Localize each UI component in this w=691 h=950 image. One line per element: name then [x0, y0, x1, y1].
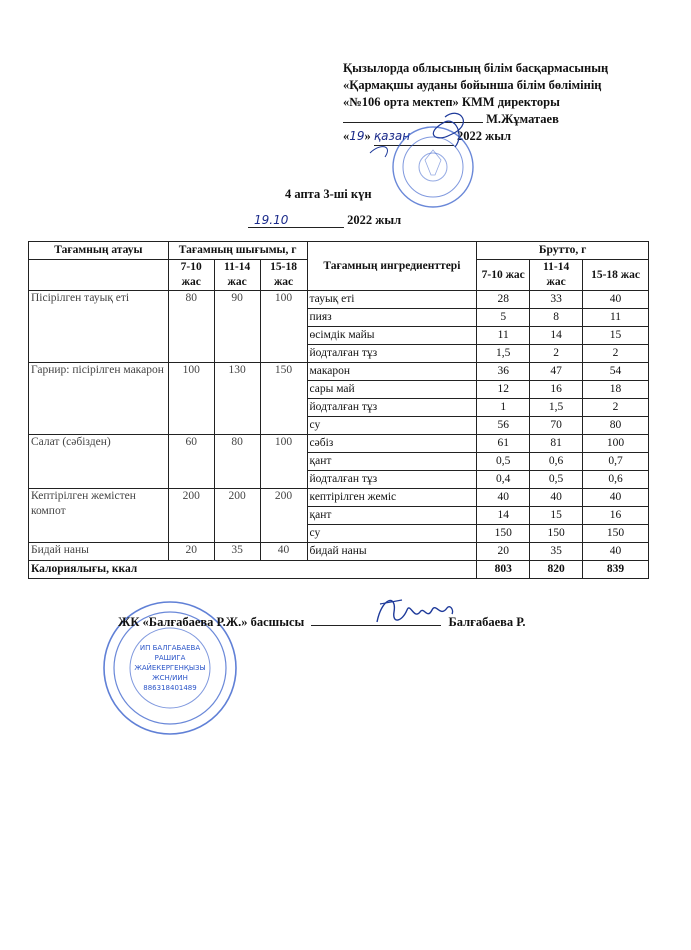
ingredient-gross: 15 [530, 507, 583, 525]
dish-yield: 80 [214, 435, 260, 489]
ingredient-name: пияз [307, 309, 477, 327]
ingredient-gross: 15 [583, 327, 649, 345]
signature-label: ЖК «Балғабаева Р.Ж.» басшысы [118, 615, 305, 629]
handwritten-signature [372, 592, 457, 632]
ingredient-gross: 8 [530, 309, 583, 327]
ingredient-name: йодталған тұз [307, 471, 477, 489]
ingredient-gross: 14 [530, 327, 583, 345]
ingredient-name: кептірілген жеміс [307, 489, 477, 507]
ingredient-gross: 0,4 [477, 471, 530, 489]
header-dish-name: Тағамның атауы [29, 242, 169, 260]
ingredient-gross: 56 [477, 417, 530, 435]
approval-line-1: Қызылорда облысының білім басқармасының [343, 61, 609, 75]
dish-yield: 20 [168, 543, 214, 561]
ingredient-gross: 47 [530, 363, 583, 381]
dish-yield: 40 [260, 543, 307, 561]
ingredient-gross: 0,7 [583, 453, 649, 471]
ingredient-gross: 16 [530, 381, 583, 399]
ingredient-gross: 40 [583, 291, 649, 309]
approval-signer: М.Жұматаев [486, 112, 559, 126]
page-title: 4 апта 3-ші күн [285, 187, 372, 201]
ingredient-name: қант [307, 507, 477, 525]
header-ingredients: Тағамның ингредиенттері [307, 242, 477, 291]
ingredient-gross: 20 [477, 543, 530, 561]
header-yield: Тағамның шығымы, г [168, 242, 307, 260]
ingredient-gross: 35 [530, 543, 583, 561]
menu-date-handwritten: 19.10 [248, 213, 344, 228]
ingredient-name: қант [307, 453, 477, 471]
dish-name: Гарнир: пісірілген макарон [29, 363, 169, 435]
total-value: 839 [583, 561, 649, 579]
total-row [29, 561, 649, 579]
header-gross-age-7-10: 7-10 жас [477, 260, 530, 291]
dish-name: Кептірілген жемістен компот [29, 489, 169, 543]
ingredient-gross: 150 [583, 525, 649, 543]
ingredient-name: бидай наны [307, 543, 477, 561]
ingredient-gross: 0,5 [530, 471, 583, 489]
ingredient-gross: 61 [477, 435, 530, 453]
stamp-line-1: ИП БАЛГАБАЕВА [139, 644, 201, 652]
dish-yield: 200 [260, 489, 307, 543]
ingredient-gross: 150 [477, 525, 530, 543]
ingredient-gross: 2 [583, 345, 649, 363]
ingredient-gross: 0,6 [583, 471, 649, 489]
stamp-line-3: ЖАЙЕКЕРГЕНҚЫЗЫ [134, 664, 206, 672]
ingredient-name: сәбіз [307, 435, 477, 453]
table-row [29, 435, 649, 453]
ingredient-name: тауық еті [307, 291, 477, 309]
dish-name: Салат (сәбізден) [29, 435, 169, 489]
ingredient-gross: 5 [477, 309, 530, 327]
dish-yield: 100 [260, 291, 307, 363]
ingredient-gross: 80 [583, 417, 649, 435]
approval-date-line: «19» қазан 2022 жыл [343, 128, 673, 146]
approval-date-month: қазан [374, 128, 454, 146]
dish-yield: 150 [260, 363, 307, 435]
header-gross: Брутто, г [477, 242, 649, 260]
ingredient-name: өсімдік майы [307, 327, 477, 345]
approval-line-3: «№106 орта мектеп» КММ директоры [343, 95, 560, 109]
ingredient-gross: 36 [477, 363, 530, 381]
header-age-7-10: 7-10 жас [168, 260, 214, 291]
total-value: 820 [530, 561, 583, 579]
ingredient-gross: 11 [477, 327, 530, 345]
ingredient-gross: 40 [530, 489, 583, 507]
ingredient-gross: 11 [583, 309, 649, 327]
dish-yield: 60 [168, 435, 214, 489]
ingredient-gross: 40 [583, 543, 649, 561]
ingredient-gross: 150 [530, 525, 583, 543]
ingredient-gross: 12 [477, 381, 530, 399]
menu-table [28, 241, 649, 579]
ingredient-gross: 18 [583, 381, 649, 399]
stamp-line-4: ЖСН/ИИН [152, 674, 188, 682]
header-age-15-18: 15-18 жас [260, 260, 307, 291]
ingredient-gross: 2 [583, 399, 649, 417]
ingredient-gross: 81 [530, 435, 583, 453]
signature-name: Балғабаева Р. [448, 615, 526, 629]
dish-yield: 35 [214, 543, 260, 561]
dish-yield: 80 [168, 291, 214, 363]
dish-yield: 200 [214, 489, 260, 543]
approval-date-day: 19 [349, 129, 365, 143]
stamp-line-5: 886318401489 [143, 684, 197, 692]
header-age-11-14: 11-14 жас [214, 260, 260, 291]
dish-yield: 90 [214, 291, 260, 363]
ingredient-gross: 40 [477, 489, 530, 507]
ingredient-gross: 14 [477, 507, 530, 525]
ingredient-gross: 100 [583, 435, 649, 453]
ingredient-gross: 28 [477, 291, 530, 309]
total-label: Калориялығы, ккал [29, 561, 477, 579]
dish-name: Пісірілген тауық еті [29, 291, 169, 363]
ingredient-gross: 16 [583, 507, 649, 525]
approval-seal [355, 105, 485, 210]
dish-yield: 100 [260, 435, 307, 489]
ingredient-name: макарон [307, 363, 477, 381]
approval-date-year: 2022 жыл [457, 129, 511, 143]
dish-yield: 100 [168, 363, 214, 435]
ingredient-name: сары май [307, 381, 477, 399]
table-row [29, 489, 649, 507]
ingredient-gross: 0,5 [477, 453, 530, 471]
signature-block [118, 615, 525, 630]
dish-yield: 200 [168, 489, 214, 543]
ingredient-gross: 1,5 [477, 345, 530, 363]
ingredient-gross: 40 [583, 489, 649, 507]
dish-name: Бидай наны [29, 543, 169, 561]
header-gross-age-15-18: 15-18 жас [583, 260, 649, 291]
ingredient-gross: 70 [530, 417, 583, 435]
dish-yield: 130 [214, 363, 260, 435]
table-row [29, 291, 649, 309]
ingredient-name: су [307, 525, 477, 543]
stamp-line-2: РАШИГА [154, 654, 186, 662]
ingredient-name: йодталған тұз [307, 399, 477, 417]
menu-date [248, 213, 401, 228]
table-row [29, 363, 649, 381]
ingredient-gross: 0,6 [530, 453, 583, 471]
total-value: 803 [477, 561, 530, 579]
ingredient-name: йодталған тұз [307, 345, 477, 363]
ingredient-gross: 2 [530, 345, 583, 363]
approval-line-2: «Қармақшы ауданы бойынша білім бөлімінің [343, 78, 602, 92]
menu-date-year: 2022 жыл [347, 213, 402, 227]
table-row [29, 543, 649, 561]
ingredient-name: су [307, 417, 477, 435]
menu-table-body [29, 291, 649, 561]
ingredient-gross: 1 [477, 399, 530, 417]
ingredient-gross: 33 [530, 291, 583, 309]
ingredient-gross: 54 [583, 363, 649, 381]
header-gross-age-11-14: 11-14 жас [530, 260, 583, 291]
ingredient-gross: 1,5 [530, 399, 583, 417]
